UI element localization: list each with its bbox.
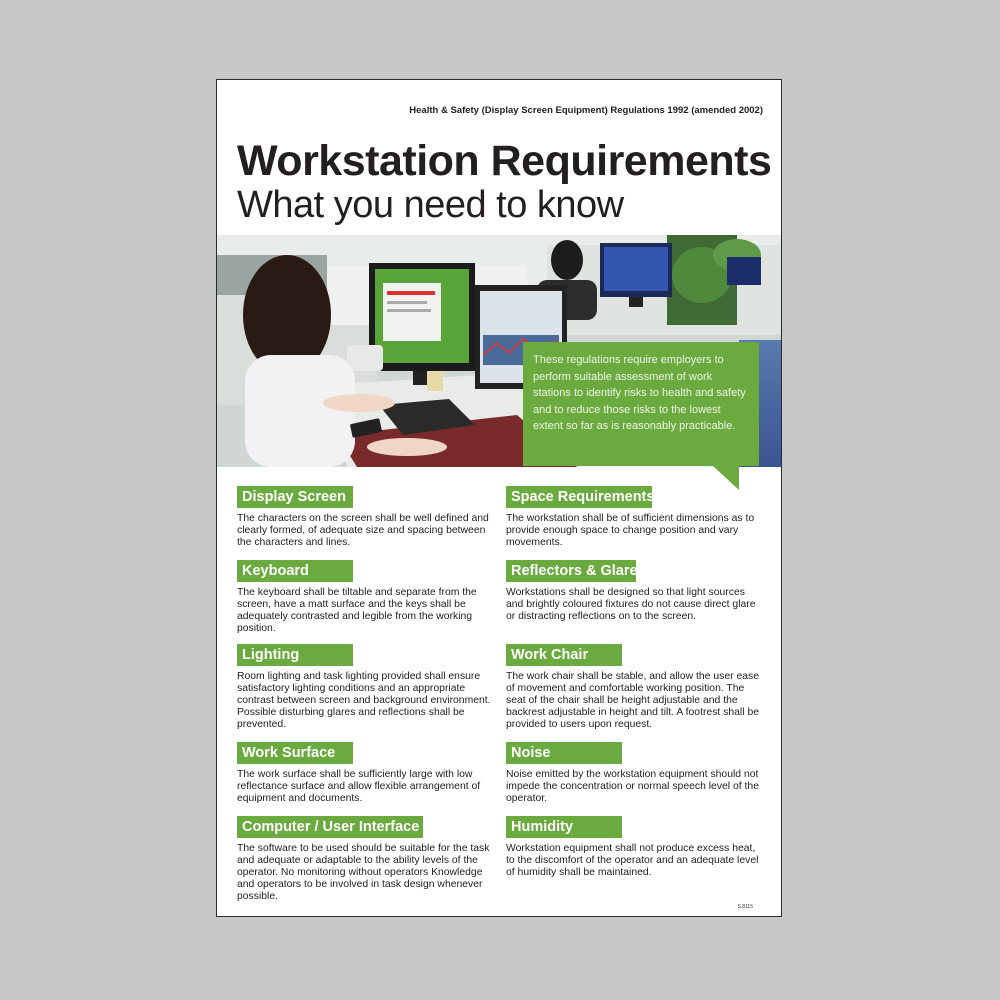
section-text: The workstation shall be of sufficient dimensions as to provide enough space to change position and vary movements. (506, 513, 755, 549)
section-work-surface (237, 742, 493, 805)
section-display-screen (237, 486, 493, 549)
poster-title: Workstation Requirements (237, 137, 772, 185)
section-text: The software to be used should be suitable for the task and adequate or adaptable to the ability levels of the operator. No monitoring without operators Knowledge and operators to be involved in task design whenever possible. (237, 843, 490, 903)
section-text: Workstation equipment shall not produce excess heat, to the discomfort of the operator and an adequate level of humidity shall be maintained. (506, 843, 759, 879)
section-heading: Humidity (506, 816, 622, 838)
section-heading: Noise (506, 742, 622, 764)
section-reflectors-glare (506, 560, 762, 623)
regulation-callout: These regulations require employers to perform suitable assessment of work stations to identify risks to health and safety and to reduce those risks to the lowest extent so far as is reasonably practicable. (523, 342, 759, 466)
section-text: Workstations shall be designed so that light sources and brightly coloured fixtures do not cause direct glare or distracting reflections on to the screen. (506, 587, 756, 623)
section-heading: Work Surface (237, 742, 353, 764)
section-heading: Display Screen (237, 486, 353, 508)
section-lighting (237, 644, 493, 731)
section-heading: Lighting (237, 644, 353, 666)
section-keyboard (237, 560, 493, 635)
section-noise (506, 742, 762, 805)
section-text: The work surface shall be sufficiently large with low reflectance surface and allow flexible arrangement of equipment and documents. (237, 769, 481, 805)
section-computer-user-interface (237, 816, 493, 903)
section-text: Noise emitted by the workstation equipment should not impede the concentration or normal speech level of the operator. (506, 769, 759, 805)
poster (216, 79, 782, 917)
section-heading: Keyboard (237, 560, 353, 582)
section-work-chair (506, 644, 762, 731)
section-heading: Work Chair (506, 644, 622, 666)
regulation-reference: Health & Safety (Display Screen Equipment) Regulations 1992 (amended 2002) (409, 105, 763, 116)
section-text: The characters on the screen shall be well defined and clearly formed, of adequate size and spacing between the characters and lines. (237, 513, 489, 549)
section-heading: Space Requirements (506, 486, 652, 508)
poster-subtitle: What you need to know (237, 184, 624, 226)
product-code: S.8115 (737, 904, 753, 910)
section-text: The work chair shall be stable, and allow the user ease of movement and comfortable working position. The seat of the chair shall be height adjustable and the backrest adjustable in height and tilt. A footrest shall be provided to users upon request. (506, 671, 759, 731)
section-text: Room lighting and task lighting provided shall ensure satisfactory lighting conditions and an appropriate contrast between screen and background environment. Possible disturbing glares and reflections shall be prevented. (237, 671, 491, 731)
section-text: The keyboard shall be tiltable and separate from the screen, have a matt surface and the keys shall be adequately contrasted and legible from the working position. (237, 587, 477, 635)
section-humidity (506, 816, 762, 879)
section-heading: Reflectors & Glare (506, 560, 636, 582)
section-heading: Computer / User Interface (237, 816, 423, 838)
section-space-requirements (506, 486, 762, 549)
